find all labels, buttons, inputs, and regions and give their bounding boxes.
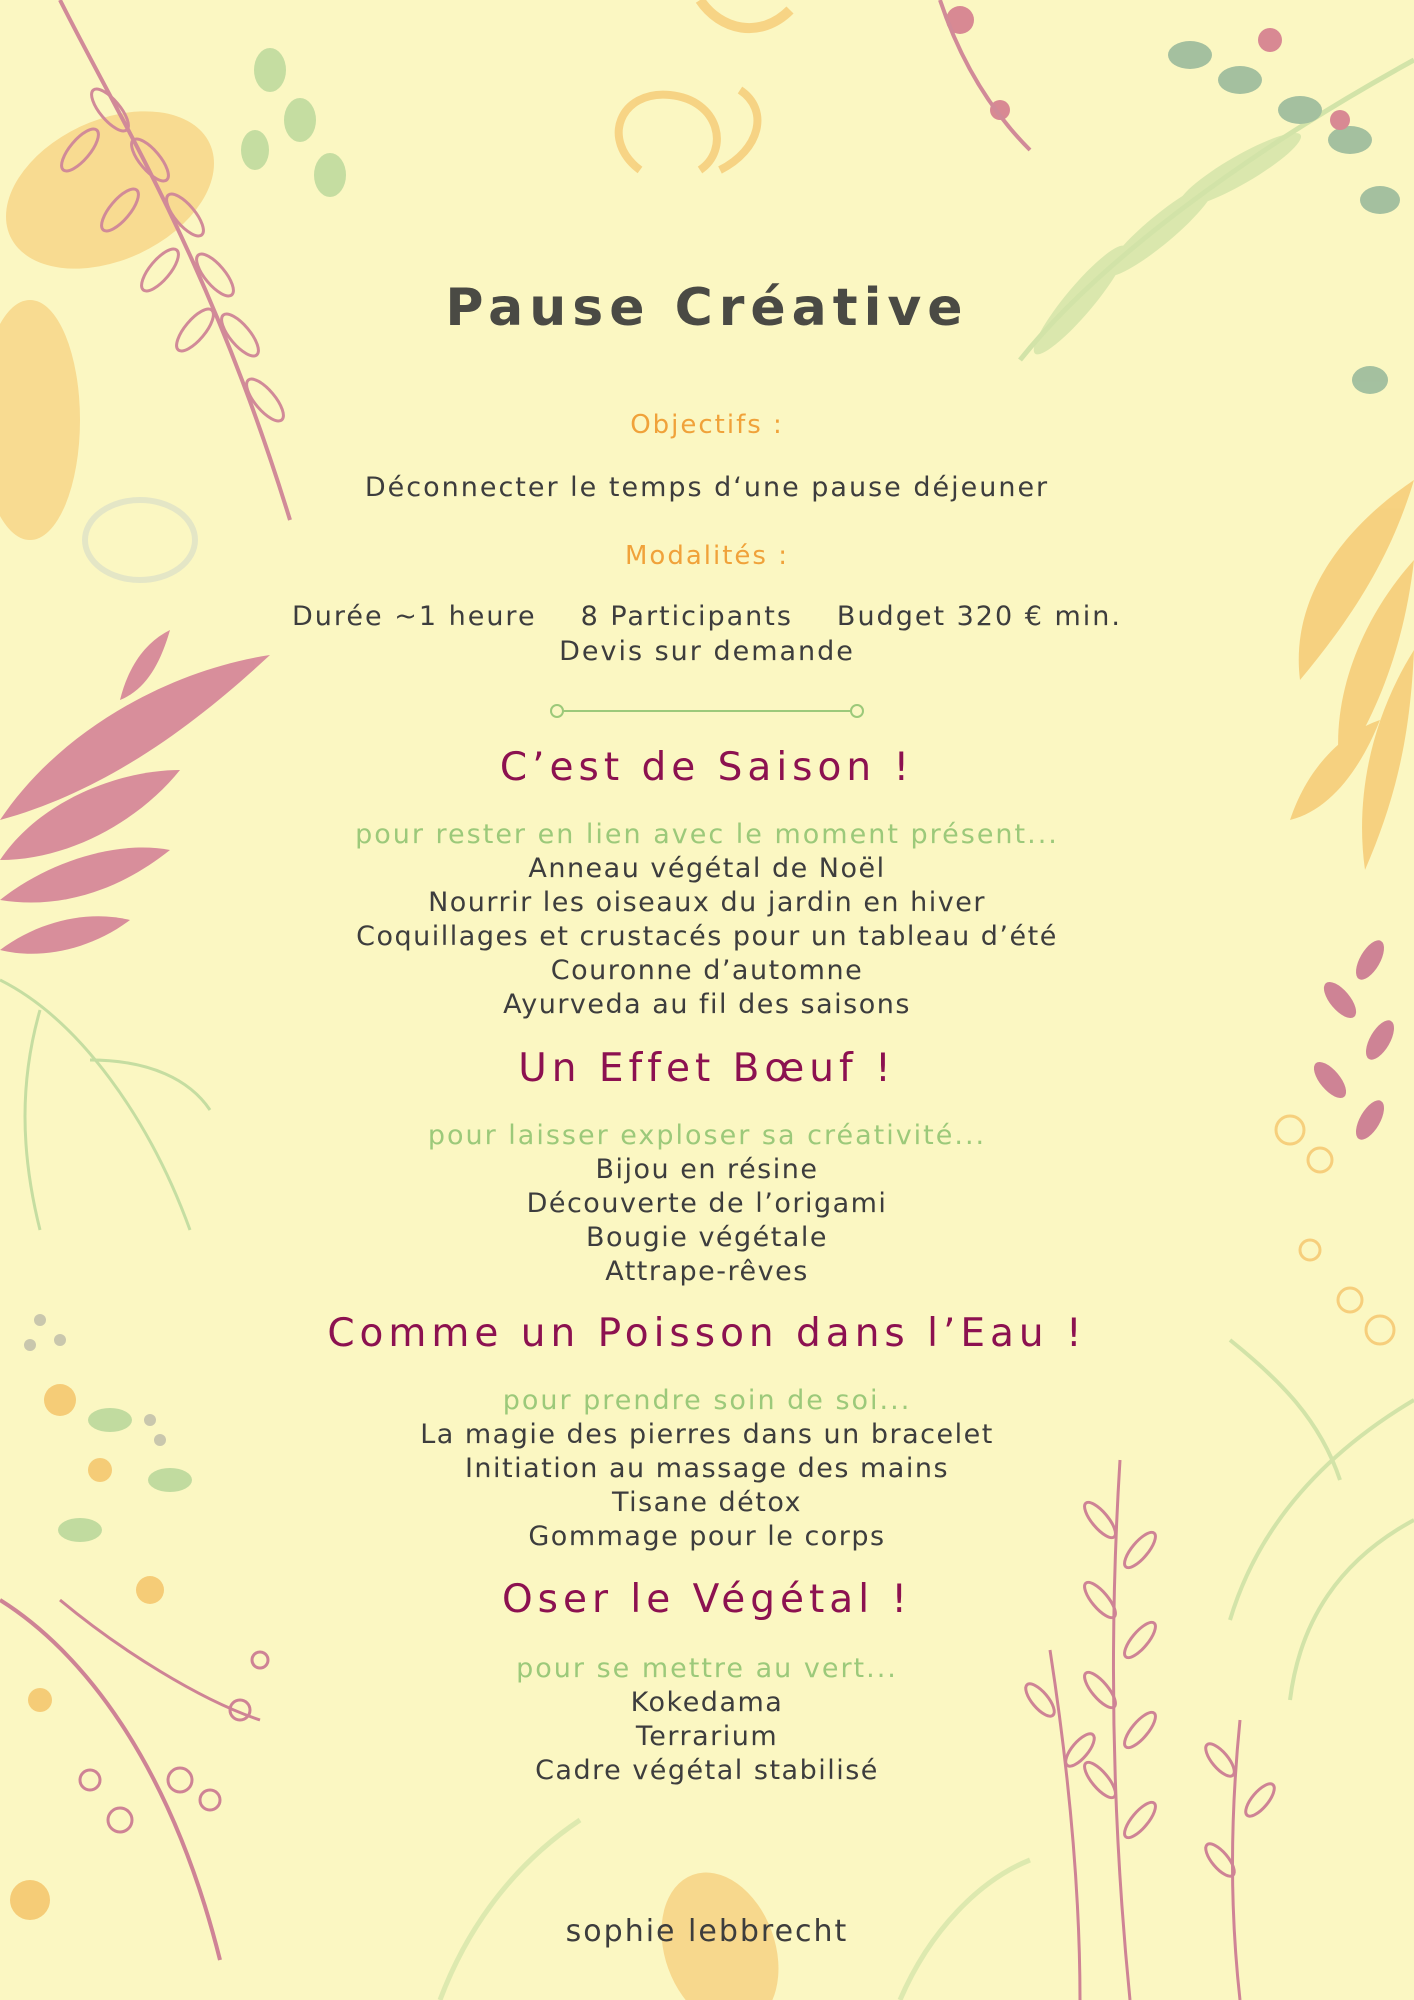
list-item: Attrape-rêves <box>605 1256 809 1287</box>
list-item: Cadre végétal stabilisé <box>535 1755 879 1786</box>
section-items <box>0 1418 1414 1554</box>
section-title: C’est de Saison ! <box>499 745 915 790</box>
list-item: Gommage pour le corps <box>528 1521 886 1552</box>
budget: Budget 320 € min. <box>836 601 1122 632</box>
section-title: Un Effet Bœuf ! <box>518 1046 896 1091</box>
list-item: La magie des pierres dans un bracelet <box>420 1419 994 1450</box>
section-items <box>0 1153 1414 1289</box>
section-subtitle: pour rester en lien avec le moment présent... <box>355 819 1059 850</box>
top-swirl <box>619 90 758 170</box>
list-item: Bijou en résine <box>595 1154 819 1185</box>
list-item: Coquillages et crustacés pour un tableau d’été <box>356 921 1058 952</box>
section-subtitle: pour laisser exploser sa créativité... <box>427 1120 987 1151</box>
page-title: Pause Créative <box>445 278 969 338</box>
participants: 8 Participants <box>580 601 793 632</box>
signature: sophie lebbrecht <box>565 1914 849 1949</box>
list-item: Terrarium <box>635 1721 779 1752</box>
list-item: Kokedama <box>630 1687 784 1718</box>
modalites-label: Modalités : <box>625 541 789 571</box>
divider-ornament <box>551 705 863 717</box>
list-item: Tisane détox <box>611 1487 803 1518</box>
section-subtitle: pour prendre soin de soi... <box>502 1385 912 1416</box>
section-items <box>0 1686 1414 1788</box>
duree: Durée ~1 heure <box>292 601 537 632</box>
list-item: Bougie végétale <box>585 1222 829 1253</box>
section-items <box>0 852 1414 1022</box>
list-item: Initiation au massage des mains <box>464 1453 950 1484</box>
objectifs-text: Déconnecter le temps d‘une pause déjeuner <box>364 472 1050 503</box>
section-title: Oser le Végétal ! <box>501 1577 913 1622</box>
list-item: Découverte de l’origami <box>526 1188 888 1219</box>
modalites-row <box>0 601 1414 632</box>
list-item: Nourrir les oiseaux du jardin en hiver <box>428 887 986 918</box>
list-item: Couronne d’automne <box>550 955 864 986</box>
right-orange-leaves <box>1290 480 1414 870</box>
list-item: Ayurveda au fil des saisons <box>503 989 911 1020</box>
bottom-center-foliage <box>440 1820 1030 2000</box>
section-title: Comme un Poisson dans l’Eau ! <box>327 1311 1087 1356</box>
section-subtitle: pour se mettre au vert... <box>516 1653 898 1684</box>
devis-text: Devis sur demande <box>559 636 855 667</box>
objectifs-label: Objectifs : <box>630 410 784 440</box>
list-item: Anneau végétal de Noël <box>528 853 886 884</box>
